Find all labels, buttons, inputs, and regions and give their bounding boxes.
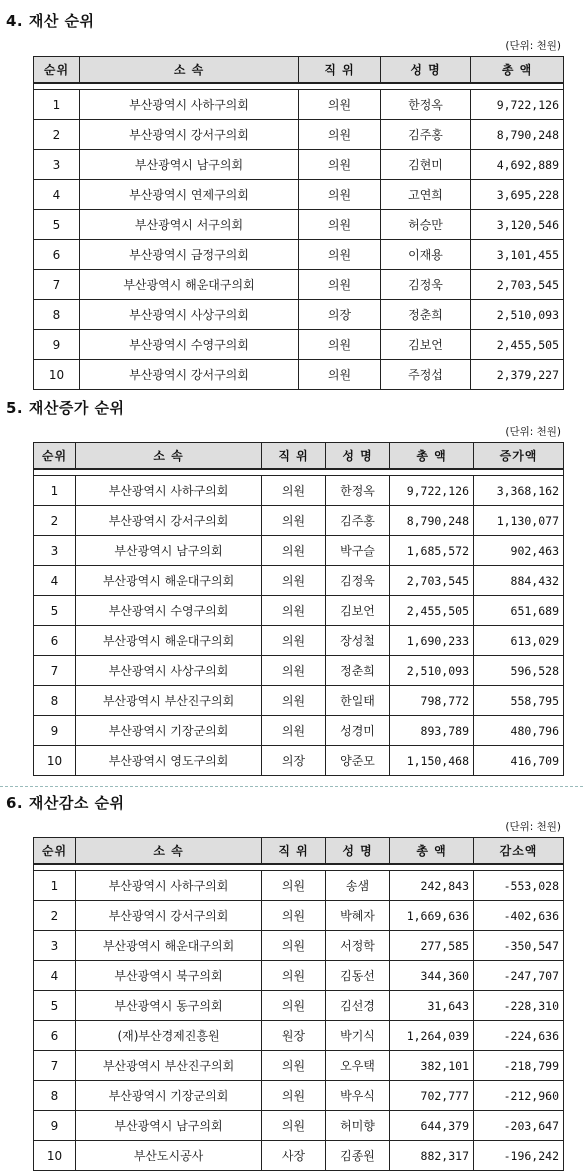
table-row (34, 1051, 564, 1081)
table-row (34, 1141, 564, 1171)
cell-change: -224,636 (474, 1021, 564, 1051)
cell-total: 3,695,228 (471, 180, 564, 210)
table-row (34, 961, 564, 991)
cell-affiliation: 부산광역시 사상구의회 (80, 300, 299, 330)
table-row (34, 476, 564, 506)
cell-affiliation: 부산광역시 부산진구의회 (76, 1051, 262, 1081)
cell-name: 김선경 (326, 991, 390, 1021)
cell-total: 242,843 (390, 871, 474, 901)
cell-affiliation: 부산광역시 기장군의회 (76, 1081, 262, 1111)
cell-total: 277,585 (390, 931, 474, 961)
cell-change: 3,368,162 (474, 476, 564, 506)
cell-total: 31,643 (390, 991, 474, 1021)
cell-total: 1,264,039 (390, 1021, 474, 1051)
cell-total: 9,722,126 (390, 476, 474, 506)
cell-affiliation: 부산광역시 강서구의회 (80, 120, 299, 150)
table-row (34, 1081, 564, 1111)
header-affiliation: 소 속 (76, 838, 262, 865)
cell-name: 허미향 (326, 1111, 390, 1141)
cell-name: 주정섭 (381, 360, 471, 390)
table-row (34, 871, 564, 901)
cell-change: -212,960 (474, 1081, 564, 1111)
table-row (34, 90, 564, 120)
cell-change: 558,795 (474, 686, 564, 716)
cell-name: 한일태 (326, 686, 390, 716)
cell-rank: 7 (34, 656, 76, 686)
table-row (34, 330, 564, 360)
table-row (34, 1111, 564, 1141)
cell-total: 9,722,126 (471, 90, 564, 120)
table-row (34, 180, 564, 210)
header-name: 성 명 (326, 838, 390, 865)
cell-position: 의원 (262, 931, 326, 961)
cell-rank: 4 (34, 180, 80, 210)
table-row (34, 360, 564, 390)
cell-affiliation: (재)부산경제진흥원 (76, 1021, 262, 1051)
table-row (34, 210, 564, 240)
cell-name: 박우식 (326, 1081, 390, 1111)
cell-name: 오우택 (326, 1051, 390, 1081)
cell-total: 893,789 (390, 716, 474, 746)
section-title: 5. 재산증가 순위 (6, 399, 125, 417)
cell-position: 사장 (262, 1141, 326, 1171)
cell-change: 613,029 (474, 626, 564, 656)
cell-rank: 2 (34, 901, 76, 931)
cell-name: 장성철 (326, 626, 390, 656)
header-name: 성 명 (381, 57, 471, 84)
cell-total: 644,379 (390, 1111, 474, 1141)
table-row (34, 716, 564, 746)
cell-position: 의원 (262, 626, 326, 656)
cell-total: 1,685,572 (390, 536, 474, 566)
cell-total: 4,692,889 (471, 150, 564, 180)
table-header-row (34, 57, 564, 84)
cell-affiliation: 부산도시공사 (76, 1141, 262, 1171)
cell-affiliation: 부산광역시 해운대구의회 (76, 566, 262, 596)
cell-name: 송샘 (326, 871, 390, 901)
cell-rank: 4 (34, 961, 76, 991)
table-row (34, 270, 564, 300)
cell-position: 의장 (262, 746, 326, 776)
cell-affiliation: 부산광역시 남구의회 (76, 536, 262, 566)
header-affiliation: 소 속 (80, 57, 299, 84)
asset-ranking-table (33, 56, 564, 390)
cell-rank: 3 (34, 536, 76, 566)
unit-label: (단위: 천원) (505, 40, 561, 52)
cell-change: 480,796 (474, 716, 564, 746)
cell-rank: 1 (34, 90, 80, 120)
cell-rank: 8 (34, 686, 76, 716)
cell-affiliation: 부산광역시 강서구의회 (80, 360, 299, 390)
cell-name: 성경미 (326, 716, 390, 746)
cell-total: 8,790,248 (471, 120, 564, 150)
header-decrease: 감소액 (474, 838, 564, 865)
header-total: 총 액 (471, 57, 564, 84)
cell-total: 2,510,093 (471, 300, 564, 330)
cell-change: -247,707 (474, 961, 564, 991)
table-row (34, 120, 564, 150)
cell-affiliation: 부산광역시 사하구의회 (80, 90, 299, 120)
header-rank: 순위 (34, 57, 80, 84)
asset-increase-table (33, 442, 564, 776)
cell-affiliation: 부산광역시 사상구의회 (76, 656, 262, 686)
cell-position: 의원 (299, 360, 381, 390)
table-row (34, 931, 564, 961)
cell-change: -196,242 (474, 1141, 564, 1171)
table-body (34, 864, 564, 1171)
cell-name: 김종원 (326, 1141, 390, 1171)
cell-rank: 5 (34, 210, 80, 240)
cell-rank: 1 (34, 476, 76, 506)
cell-affiliation: 부산광역시 부산진구의회 (76, 686, 262, 716)
cell-name: 박혜자 (326, 901, 390, 931)
cell-rank: 3 (34, 931, 76, 961)
cell-name: 양준모 (326, 746, 390, 776)
cell-change: 1,130,077 (474, 506, 564, 536)
cell-position: 의원 (262, 596, 326, 626)
header-rank: 순위 (34, 838, 76, 865)
cell-name: 김현미 (381, 150, 471, 180)
header-total: 총 액 (390, 838, 474, 865)
cell-change: 651,689 (474, 596, 564, 626)
cell-name: 김정욱 (381, 270, 471, 300)
cell-affiliation: 부산광역시 강서구의회 (76, 506, 262, 536)
cell-position: 의원 (262, 1111, 326, 1141)
header-name: 성 명 (326, 443, 390, 470)
cell-rank: 10 (34, 360, 80, 390)
cell-rank: 1 (34, 871, 76, 901)
cell-total: 798,772 (390, 686, 474, 716)
table-row (34, 656, 564, 686)
cell-rank: 9 (34, 330, 80, 360)
unit-label: (단위: 천원) (505, 821, 561, 833)
table-row (34, 566, 564, 596)
cell-total: 882,317 (390, 1141, 474, 1171)
table-row (34, 746, 564, 776)
cell-rank: 5 (34, 991, 76, 1021)
cell-total: 702,777 (390, 1081, 474, 1111)
header-position: 직 위 (262, 838, 326, 865)
cell-rank: 6 (34, 240, 80, 270)
cell-rank: 9 (34, 716, 76, 746)
cell-position: 의원 (262, 476, 326, 506)
cell-total: 3,120,546 (471, 210, 564, 240)
section-title: 6. 재산감소 순위 (6, 794, 125, 812)
cell-change: 902,463 (474, 536, 564, 566)
table-row (34, 686, 564, 716)
header-affiliation: 소 속 (76, 443, 262, 470)
cell-position: 의원 (262, 1051, 326, 1081)
cell-position: 의원 (299, 120, 381, 150)
cell-name: 김정욱 (326, 566, 390, 596)
cell-total: 382,101 (390, 1051, 474, 1081)
cell-position: 의원 (262, 656, 326, 686)
table-row (34, 1021, 564, 1051)
cell-change: 416,709 (474, 746, 564, 776)
table-row (34, 596, 564, 626)
cell-change: -203,647 (474, 1111, 564, 1141)
cell-rank: 3 (34, 150, 80, 180)
header-total: 총 액 (390, 443, 474, 470)
header-rank: 순위 (34, 443, 76, 470)
cell-name: 고연희 (381, 180, 471, 210)
cell-affiliation: 부산광역시 영도구의회 (76, 746, 262, 776)
cell-name: 정춘희 (381, 300, 471, 330)
cell-affiliation: 부산광역시 서구의회 (80, 210, 299, 240)
cell-position: 의원 (262, 991, 326, 1021)
cell-position: 의원 (299, 330, 381, 360)
cell-total: 8,790,248 (390, 506, 474, 536)
cell-affiliation: 부산광역시 금정구의회 (80, 240, 299, 270)
cell-total: 1,690,233 (390, 626, 474, 656)
cell-change: 596,528 (474, 656, 564, 686)
cell-affiliation: 부산광역시 북구의회 (76, 961, 262, 991)
section-title: 4. 재산 순위 (6, 12, 95, 30)
cell-total: 2,455,505 (471, 330, 564, 360)
table-body (34, 469, 564, 776)
cell-change: -553,028 (474, 871, 564, 901)
cell-affiliation: 부산광역시 남구의회 (76, 1111, 262, 1141)
cell-rank: 10 (34, 746, 76, 776)
cell-position: 의원 (262, 686, 326, 716)
cell-name: 김주홍 (381, 120, 471, 150)
cell-change: -350,547 (474, 931, 564, 961)
cell-affiliation: 부산광역시 동구의회 (76, 991, 262, 1021)
cell-position: 의원 (262, 506, 326, 536)
cell-name: 정춘희 (326, 656, 390, 686)
cell-rank: 6 (34, 1021, 76, 1051)
cell-position: 의원 (299, 270, 381, 300)
table-row (34, 626, 564, 656)
cell-position: 원장 (262, 1021, 326, 1051)
cell-position: 의원 (299, 180, 381, 210)
cell-name: 김주홍 (326, 506, 390, 536)
header-position: 직 위 (299, 57, 381, 84)
cell-name: 한정옥 (326, 476, 390, 506)
table-body (34, 83, 564, 390)
cell-position: 의원 (262, 716, 326, 746)
cell-position: 의원 (262, 1081, 326, 1111)
cell-position: 의원 (262, 566, 326, 596)
header-position: 직 위 (262, 443, 326, 470)
cell-affiliation: 부산광역시 연제구의회 (80, 180, 299, 210)
cell-change: -228,310 (474, 991, 564, 1021)
cell-affiliation: 부산광역시 해운대구의회 (76, 626, 262, 656)
table-row (34, 150, 564, 180)
page-seam (0, 786, 583, 787)
cell-affiliation: 부산광역시 기장군의회 (76, 716, 262, 746)
unit-label: (단위: 천원) (505, 426, 561, 438)
table-row (34, 901, 564, 931)
cell-rank: 2 (34, 506, 76, 536)
cell-total: 1,150,468 (390, 746, 474, 776)
cell-total: 2,455,505 (390, 596, 474, 626)
cell-name: 허승만 (381, 210, 471, 240)
cell-affiliation: 부산광역시 수영구의회 (76, 596, 262, 626)
cell-position: 의장 (299, 300, 381, 330)
cell-position: 의원 (262, 901, 326, 931)
cell-affiliation: 부산광역시 해운대구의회 (76, 931, 262, 961)
cell-change: -218,799 (474, 1051, 564, 1081)
cell-rank: 2 (34, 120, 80, 150)
cell-total: 344,360 (390, 961, 474, 991)
cell-name: 한정옥 (381, 90, 471, 120)
cell-name: 서정학 (326, 931, 390, 961)
table-row (34, 240, 564, 270)
cell-affiliation: 부산광역시 수영구의회 (80, 330, 299, 360)
cell-total: 3,101,455 (471, 240, 564, 270)
cell-rank: 10 (34, 1141, 76, 1171)
cell-position: 의원 (299, 240, 381, 270)
cell-total: 2,379,227 (471, 360, 564, 390)
table-row (34, 506, 564, 536)
cell-affiliation: 부산광역시 사하구의회 (76, 871, 262, 901)
cell-total: 1,669,636 (390, 901, 474, 931)
cell-total: 2,703,545 (471, 270, 564, 300)
cell-rank: 7 (34, 270, 80, 300)
cell-position: 의원 (262, 961, 326, 991)
cell-position: 의원 (299, 210, 381, 240)
cell-name: 김보언 (326, 596, 390, 626)
cell-name: 박구슬 (326, 536, 390, 566)
table-header-row (34, 838, 564, 865)
table-row (34, 536, 564, 566)
cell-rank: 4 (34, 566, 76, 596)
cell-position: 의원 (299, 150, 381, 180)
cell-total: 2,510,093 (390, 656, 474, 686)
cell-rank: 6 (34, 626, 76, 656)
cell-rank: 8 (34, 1081, 76, 1111)
header-increase: 증가액 (474, 443, 564, 470)
cell-total: 2,703,545 (390, 566, 474, 596)
cell-position: 의원 (262, 536, 326, 566)
cell-name: 김동선 (326, 961, 390, 991)
cell-affiliation: 부산광역시 남구의회 (80, 150, 299, 180)
asset-decrease-table (33, 837, 564, 1171)
cell-name: 박기식 (326, 1021, 390, 1051)
cell-position: 의원 (299, 90, 381, 120)
cell-rank: 7 (34, 1051, 76, 1081)
cell-rank: 8 (34, 300, 80, 330)
cell-position: 의원 (262, 871, 326, 901)
cell-rank: 5 (34, 596, 76, 626)
cell-affiliation: 부산광역시 강서구의회 (76, 901, 262, 931)
table-row (34, 300, 564, 330)
cell-rank: 9 (34, 1111, 76, 1141)
cell-name: 김보언 (381, 330, 471, 360)
cell-change: -402,636 (474, 901, 564, 931)
cell-change: 884,432 (474, 566, 564, 596)
cell-name: 이재용 (381, 240, 471, 270)
cell-affiliation: 부산광역시 사하구의회 (76, 476, 262, 506)
table-header-row (34, 443, 564, 470)
cell-affiliation: 부산광역시 해운대구의회 (80, 270, 299, 300)
table-row (34, 991, 564, 1021)
